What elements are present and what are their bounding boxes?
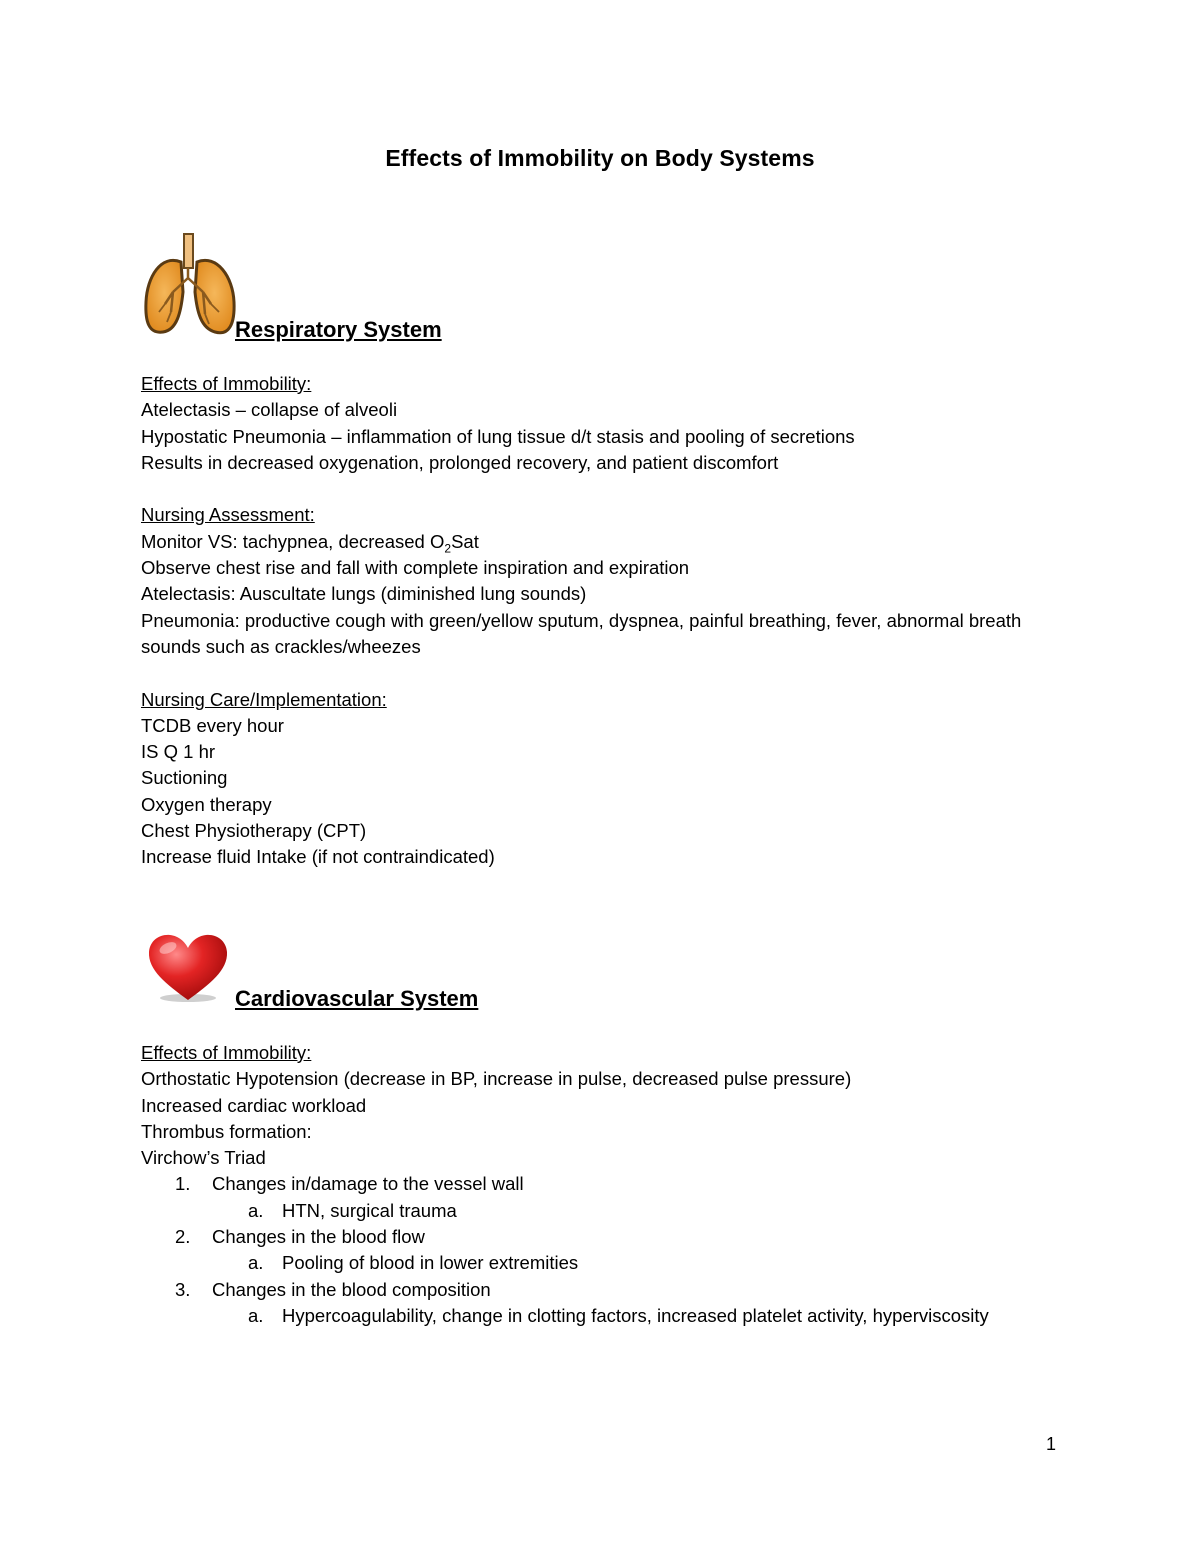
triad-item: 2. Changes in the blood flow [175, 1226, 425, 1248]
cardio-heading: Cardiovascular System [235, 986, 479, 1011]
respiratory-effects-label: Effects of Immobility: [141, 373, 312, 394]
respiratory-care-item: Suctioning [141, 767, 228, 789]
cardio-effect-item: Orthostatic Hypotension (decrease in BP, increase in pulse, decreased pulse pressure) [141, 1068, 852, 1090]
respiratory-care-item: Increase fluid Intake (if not contraindicated) [141, 846, 495, 868]
respiratory-care-label: Nursing Care/Implementation: [141, 688, 387, 710]
respiratory-section [141, 371, 1101, 871]
respiratory-care-item: Chest Physiotherapy (CPT) [141, 820, 367, 842]
respiratory-care-item: TCDB every hour [141, 714, 284, 736]
cardio-effects-label: Effects of Immobility: [141, 1042, 312, 1063]
cardio-effect-item: Virchow’s Triad [141, 1147, 266, 1169]
respiratory-assessment-item: Atelectasis: Auscultate lungs (diminished lung sounds) [141, 583, 587, 605]
respiratory-assessment-item: Observe chest rise and fall with complete inspiration and expiration [141, 557, 690, 579]
respiratory-effect-item: Hypostatic Pneumonia – inflammation of lung tissue d/t stasis and pooling of secretions [141, 425, 855, 447]
respiratory-effect-item: Results in decreased oxygenation, prolonged recovery, and patient discomfort [141, 451, 779, 473]
page-number: 1 [1046, 1434, 1057, 1454]
respiratory-assessment-item: Pneumonia: productive cough with green/yellow sputum, dyspnea, painful breathing, fever, abnormal breath sounds such as crackles/wheezes [141, 609, 1022, 657]
respiratory-care-item: Oxygen therapy [141, 793, 272, 815]
triad-subitem: a. Pooling of blood in lower extremities [248, 1252, 579, 1274]
document-title: Effects of Immobility on Body Systems [385, 145, 815, 171]
respiratory-effect-item: Atelectasis – collapse of alveoli [141, 399, 398, 421]
cardio-section [141, 1040, 1101, 1329]
lungs-icon [141, 232, 237, 342]
triad-item: 1. Changes in/damage to the vessel wall [175, 1173, 524, 1195]
respiratory-assessment-vs: Monitor VS: tachypnea, decreased $O_2Sat$ [141, 530, 479, 556]
triad-subitem: a. HTN, surgical trauma [248, 1199, 457, 1221]
triad-subitem: a. Hypercoagulability, change in clotting factors, increased platelet activity, hyperviscosity [248, 1304, 989, 1326]
cardio-effect-item: Thrombus formation: [141, 1120, 312, 1142]
heart-icon [146, 932, 230, 1004]
respiratory-care-item: IS Q 1 hr [141, 741, 216, 763]
respiratory-heading: Respiratory System [235, 317, 442, 342]
cardio-effect-item: Increased cardiac workload [141, 1094, 367, 1116]
triad-item: 3. Changes in the blood composition [175, 1278, 491, 1300]
respiratory-assessment-label: Nursing Assessment: [141, 504, 315, 526]
